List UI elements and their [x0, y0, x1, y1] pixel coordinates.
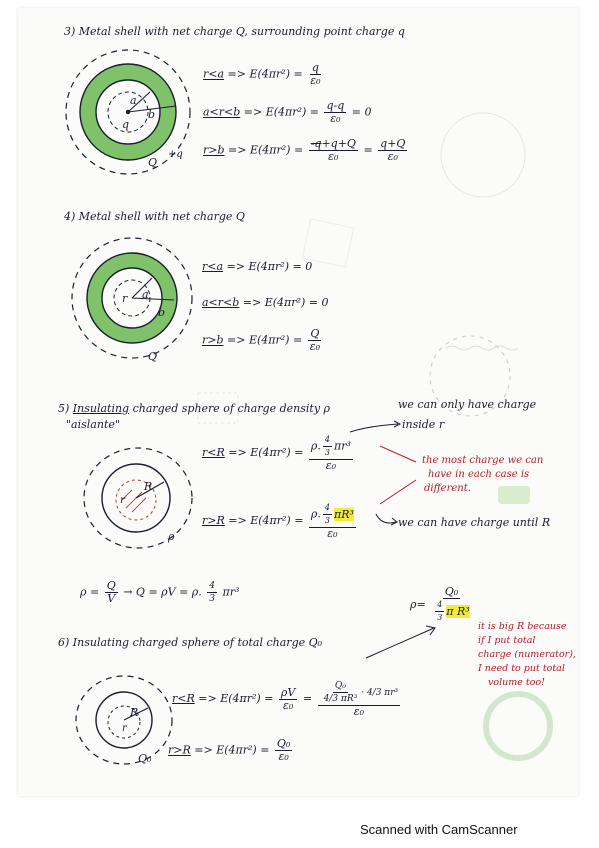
s4-eq2 [202, 296, 328, 309]
s6-red-note-line-2: if I put total [478, 635, 536, 646]
s6-eq1-den2: ε₀ [353, 705, 364, 718]
s5-eq2-num-rho: ρ. [310, 507, 321, 521]
s5-eq1-frac [309, 434, 353, 472]
s6-red-note-line-4: I need to put total [478, 663, 565, 674]
s5-eq2-mid: => E(4πr²) = [228, 514, 304, 527]
rho-line-four: 4 [209, 581, 215, 591]
section-3-diagram [66, 46, 206, 186]
section-5-title-underlined: Insulating [72, 402, 130, 415]
s6-eq1-vol-r: · 4/3 πr³ [361, 688, 399, 698]
label-Q0: Q₀ [138, 752, 152, 765]
s4-eq2-lhs: a<r<b [202, 296, 240, 309]
s6-red-note-line-3: charge (numerator), [478, 649, 576, 660]
s4-eq2-mid: => E(4πr²) = 0 [242, 296, 329, 309]
scanned-page [18, 8, 578, 796]
s4-eq1-mid: => E(4πr²) = 0 [226, 260, 313, 273]
s3-eq1-den: ε₀ [310, 74, 321, 87]
s5-eq1-num-rho: ρ. [310, 439, 321, 453]
s3-eq3-lhs: r>b [203, 143, 225, 157]
s5-eq2-three: 3 [324, 516, 330, 525]
label-plus-q: +q [168, 149, 183, 160]
s4-eq1-lhs: r<a [202, 260, 224, 273]
s6-arrow-to-rho [364, 622, 444, 662]
s5-eq2-num [309, 502, 356, 528]
section-5-title: 5) Insulating charged sphere of charge density ρ [58, 402, 331, 415]
s5-eq2-frac [309, 502, 356, 540]
s3-eq1 [203, 62, 325, 87]
rho-line-v: V [107, 592, 116, 605]
faint-green-sticker [498, 486, 530, 504]
s6-eq2-num: Q₀ [276, 737, 291, 750]
section-4-diagram [70, 234, 200, 364]
rho-line-lhs: ρ = [80, 585, 100, 599]
s6-eq1-lhs: r<R [172, 692, 195, 705]
s6-eq1: r<R => E(4πr²) = $\frac{\rho V}{\text{ε₀}}$ = $\frac{\text{Q₀}}{\text{4/3 πR³}}$ · 4/3 πr³ ε₀ [172, 681, 399, 718]
s5-eq2-num-piR3: πR³ [333, 507, 354, 521]
s3-eq1-mid: => E(4πr²) = [227, 67, 303, 81]
s4-eq3-num: Q [310, 327, 320, 340]
faint-wave-mark [446, 346, 518, 350]
faint-green-circle [486, 694, 550, 758]
camscanner-watermark: Scanned with CamScanner [360, 822, 518, 837]
label-q: q [122, 118, 130, 131]
s5-eq1-three: 3 [324, 448, 330, 457]
s6-eq2-mid: => E(4πr²) = [194, 743, 270, 757]
s4-eq1 [202, 260, 312, 273]
s3-eq3-den2: ε₀ [387, 150, 398, 163]
s3-eq3-mid: => E(4πr²) = [228, 143, 304, 157]
s5-eq1-four: 4 [323, 434, 332, 447]
rho-line-three: 3 [209, 594, 215, 604]
s5-eq1-den: ε₀ [325, 459, 337, 472]
label-R: R [130, 706, 139, 719]
s4-eq3-den: ε₀ [309, 340, 320, 353]
label-b: b [148, 108, 156, 121]
s5-eq1 [202, 434, 355, 472]
s6-eq1-num2 [318, 680, 401, 706]
s3-eq2-mid: => E(4πr²) = [243, 105, 319, 119]
rho-line-q: Q [106, 579, 116, 592]
section-3-title: 3) Metal shell with net charge Q, surrounding point charge q [64, 25, 405, 38]
rho-line-four-thirds [207, 580, 217, 605]
s3-eq2-lhs: a<r<b [203, 105, 241, 119]
section-6-title: 6) Insulating charged sphere of total charge Q₀ [58, 636, 323, 649]
s5-note-inside: inside r [402, 418, 445, 431]
s3-eq3-den: ε₀ [328, 150, 339, 163]
s5-eq2 [202, 502, 358, 540]
s6-eq1-frac2 [318, 680, 401, 718]
s5-eq2-four-thirds [323, 502, 332, 527]
s6-eq1-frac1 [279, 687, 297, 712]
s6-eq1-vol-R: 4/3 πR³ [323, 694, 358, 704]
s5-eq1-lhs: r<R [202, 446, 225, 459]
s3-eq3-eq: = [363, 143, 373, 157]
s6-eq2-frac [275, 738, 292, 763]
rho-right-num: Q₀ [444, 585, 459, 598]
s5-arrow-to-note [348, 416, 408, 436]
s3-eq2-num: q-q [326, 99, 345, 112]
s3-eq3-num-strike: -q [310, 137, 322, 150]
s3-eq1-lhs: r<a [203, 67, 225, 81]
rho-right-three: 3 [437, 613, 443, 622]
rho-right-four-thirds [435, 599, 444, 624]
s3-eq3-frac [309, 138, 358, 163]
hatched-region [122, 490, 146, 512]
section-5-title-rest: charged sphere of charge density ρ [132, 402, 331, 415]
s3-eq2-den: ε₀ [330, 112, 341, 125]
s5-eq1-num [309, 434, 353, 460]
rho-right-four: 4 [435, 599, 444, 612]
s4-eq3-lhs: r>b [202, 333, 224, 347]
s5-red-note-line-3: different. [424, 483, 471, 494]
s5-eq2-den: ε₀ [327, 527, 338, 540]
rho-line-pir3: πr³ [222, 585, 240, 599]
s5-eq2-four: 4 [323, 502, 332, 515]
rho-line [80, 580, 239, 605]
s3-eq2 [203, 100, 371, 125]
s3-eq3-num-rest: +q+Q [321, 137, 356, 150]
s5-note-top: we can only have charge [398, 398, 537, 411]
section-4-title: 4) Metal shell with net charge Q [64, 210, 245, 223]
rho-right-lhs: ρ= [410, 598, 426, 611]
rho-right [410, 586, 474, 624]
s3-eq3 [203, 138, 409, 163]
rho-line-mid: → Q = ρV = ρ. [123, 585, 202, 599]
rho-right-piR3: π R³ [446, 604, 470, 618]
label-a: a [142, 288, 149, 301]
s5-arrow-bottom [374, 512, 400, 530]
s3-eq1-num: q [311, 61, 319, 74]
outer-dashed-gaussian [84, 448, 192, 548]
s3-eq2-rhs: = 0 [351, 105, 372, 119]
rho-right-frac [431, 586, 472, 624]
label-Q: Q [148, 156, 158, 169]
section-5-diagram [82, 444, 202, 554]
s5-eq1-four-thirds [323, 434, 332, 459]
section-5-subtitle: "aislante" [66, 418, 120, 431]
s5-red-note-line-1: the most charge we can [422, 455, 544, 466]
rho-line-q-over-v [105, 580, 118, 605]
s6-eq1-mid: => E(4πr²) = [198, 692, 274, 705]
s6-eq2-lhs: r>R [168, 743, 191, 757]
label-r: r [122, 292, 128, 305]
s3-eq1-frac [308, 62, 322, 87]
s6-eq1-q0-over-vol [322, 680, 360, 705]
s6-eq1-num1: ρV [280, 685, 296, 699]
rho-right-den [431, 599, 472, 624]
s3-eq3-num2: q+Q [380, 137, 406, 150]
s5-eq2-lhs: r>R [202, 514, 225, 527]
s6-eq1-q0: Q₀ [334, 681, 346, 691]
label-a: a [130, 94, 137, 107]
label-r: r [122, 723, 127, 734]
faint-circle-mark [441, 113, 525, 197]
s3-eq3-frac2 [378, 138, 407, 163]
label-b: b [158, 306, 166, 319]
s4-eq3-frac [308, 328, 322, 353]
s5-note-bottom: we can have charge until R [398, 516, 551, 529]
s5-eq1-num-pir3: πr³ [333, 439, 351, 453]
s4-eq3-mid: => E(4πr²) = [227, 333, 303, 347]
s5-red-pointers [376, 440, 426, 510]
s3-eq2-frac [324, 100, 346, 125]
s4-eq3 [202, 328, 324, 353]
s5-eq1-mid: => E(4πr²) = [228, 446, 304, 459]
label-Q: Q [148, 350, 158, 363]
label-rho: ρ [168, 530, 175, 543]
s6-red-note-line-5: volume too! [488, 677, 545, 688]
s6-eq2-den: ε₀ [278, 750, 289, 763]
s6-eq1-den1: ε₀ [282, 698, 294, 712]
s5-red-note-line-2: have in each case is [428, 469, 530, 480]
label-R: R [144, 480, 153, 493]
s6-eq2 [168, 738, 294, 763]
label-r: r [120, 495, 125, 506]
s6-red-note-line-1: it is big R because [478, 621, 567, 632]
